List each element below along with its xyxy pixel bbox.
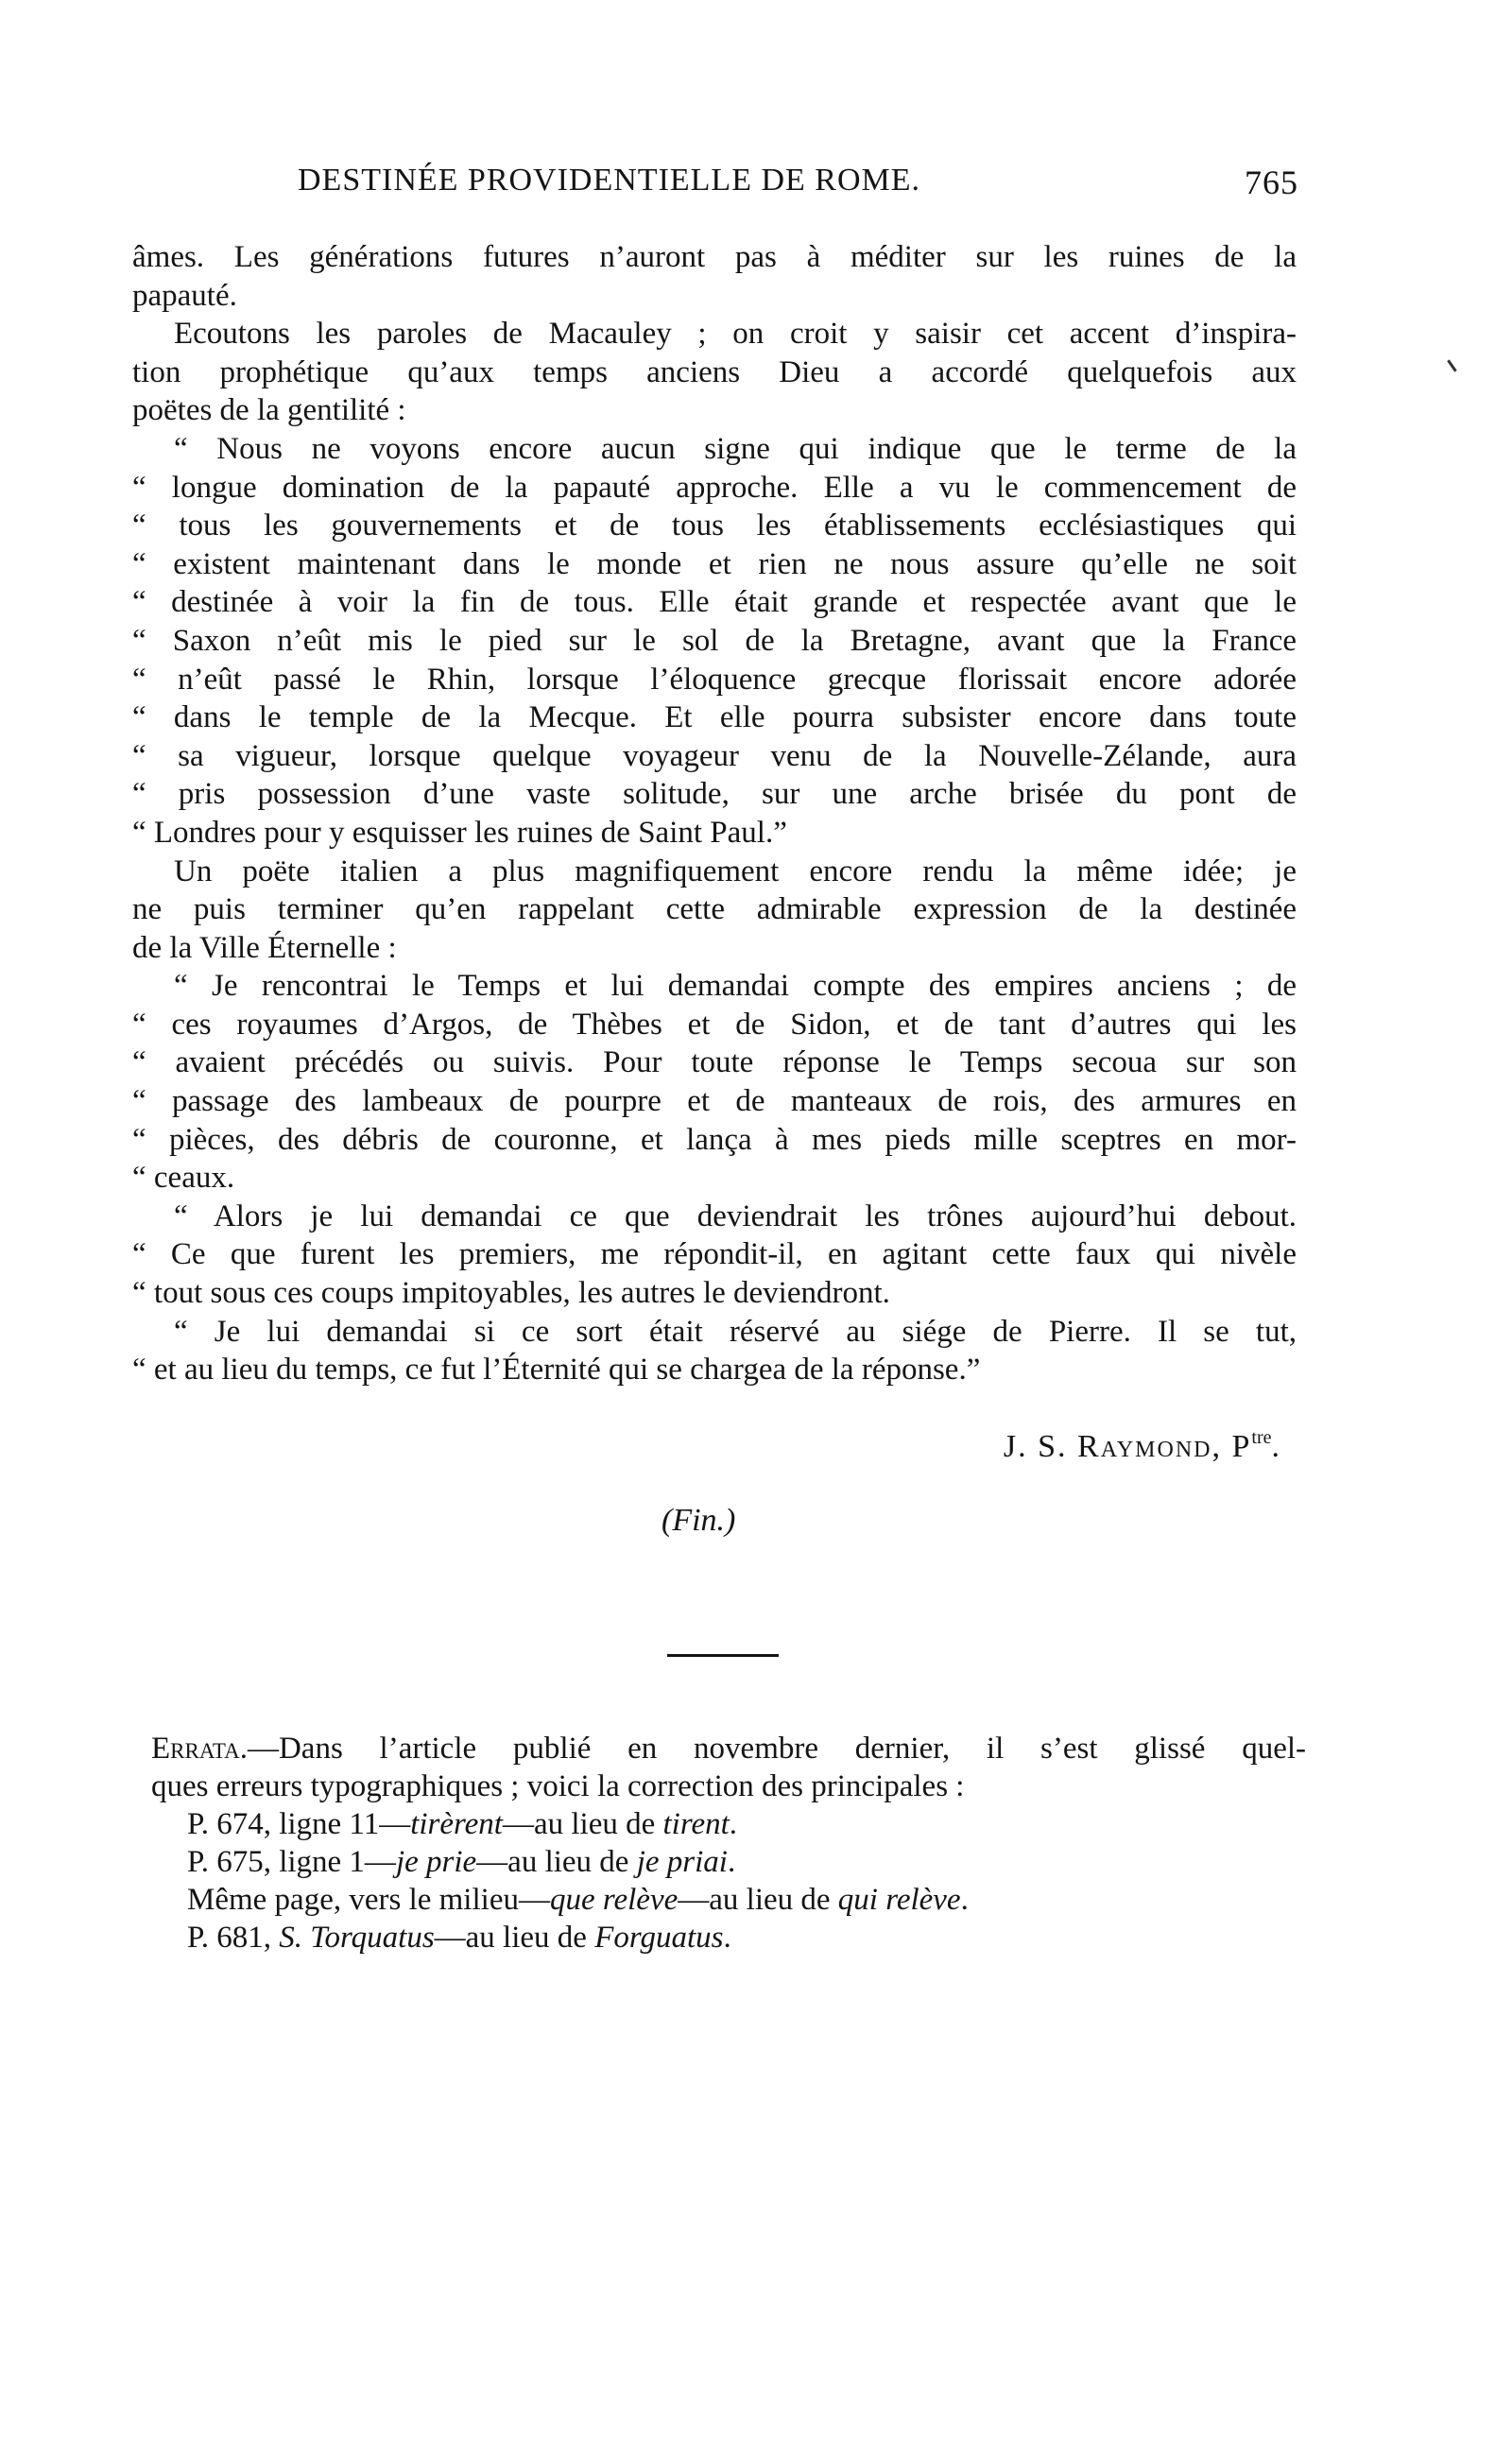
errata-correct: tirèrent	[410, 1807, 503, 1841]
errata-ref: P. 674, ligne 11—	[187, 1807, 411, 1841]
page-number: 765	[1245, 164, 1298, 201]
errata-item	[151, 1805, 1306, 1843]
errata-end: .	[723, 1921, 731, 1955]
errata-item	[151, 1881, 1306, 1919]
text-line: papauté.	[132, 278, 237, 313]
section-divider	[667, 1654, 779, 1657]
text-line: “ tous les gouvernements et de tous les établissements ecclésiastiques qui	[132, 509, 1297, 543]
errata-wrong: qui relève	[837, 1883, 961, 1917]
text-line: “ dans le temple de la Mecque. Et elle pourra subsister encore dans toute	[132, 700, 1297, 735]
text-line: Ecoutons les paroles de Macauley ; on croit y saisir cet accent d’inspira-	[174, 317, 1297, 352]
errata-label: Errata.	[151, 1732, 248, 1766]
errata-wrong: tirent	[662, 1807, 730, 1841]
text-line: “ pris possession d’une vaste solitude, sur une arche brisée du pont de	[132, 777, 1297, 812]
errata-intro	[151, 1730, 1306, 1767]
errata-connector: —au lieu de	[476, 1845, 637, 1879]
text-line: de la Ville Éternelle :	[132, 930, 397, 965]
text-line: “ destinée à voir la fin de tous. Elle était grande et respectée avant que le	[132, 585, 1297, 620]
text-line: “ ces royaumes d’Argos, de Thèbes et de Sidon, et de tant d’autres qui les	[132, 1007, 1297, 1042]
errata-connector: —au lieu de	[502, 1807, 663, 1841]
running-head	[132, 163, 1297, 204]
text-line: “ et au lieu du temps, ce fut l’Éternité qui se chargea de la réponse.”	[132, 1353, 981, 1388]
text-line: “ longue domination de la papauté approche. Elle a vu le commencement de	[132, 470, 1297, 505]
errata-intro-cont: ques erreurs typographiques ; voici la correction des principales :	[151, 1769, 965, 1803]
text-line: âmes. Les générations futures n’auront pas à méditer sur les ruines de la	[132, 240, 1297, 274]
errata-connector: —au lieu de	[434, 1921, 595, 1955]
errata-correct: S. Torquatus	[279, 1921, 435, 1955]
text-line: “ n’eût passé le Rhin, lorsque l’éloquence grecque florissait encore adorée	[132, 662, 1297, 697]
text-line: “ passage des lambeaux de pourpre et de manteaux de rois, des armures en	[132, 1084, 1297, 1119]
errata-ref: P. 675, ligne 1—	[187, 1845, 396, 1879]
running-title: DESTINÉE PROVIDENTIELLE DE ROME.	[298, 163, 921, 198]
text-line: “ pièces, des débris de couronne, et lança à mes pieds mille sceptres en mor-	[132, 1122, 1297, 1157]
errata-section	[151, 1730, 1306, 1957]
body-text	[132, 238, 1297, 1389]
page	[132, 0, 1306, 2448]
text-line: poëtes de la gentilité :	[132, 393, 406, 428]
errata-wrong: Forguatus	[594, 1921, 724, 1955]
errata-correct: que relève	[549, 1883, 679, 1917]
errata-item	[151, 1843, 1306, 1881]
text-line: “ Je rencontrai le Temps et lui demandai compte des empires anciens ; de	[174, 969, 1297, 1004]
errata-ref: P. 681,	[187, 1921, 280, 1955]
text-line: “ avaient précédés ou suivis. Pour toute réponse le Temps secoua sur son	[132, 1045, 1297, 1080]
signature-end: .	[1271, 1429, 1281, 1464]
errata-ref: Même page, vers le milieu—	[187, 1883, 550, 1917]
text-line: “ tout sous ces coups impitoyables, les autres le deviendront.	[132, 1276, 890, 1311]
errata-connector: —au lieu de	[678, 1883, 838, 1917]
text-line: Un poëte italien a plus magnifiquement encore rendu la même idée; je	[174, 853, 1297, 888]
text-line: “ ceaux.	[132, 1161, 235, 1196]
signature-name: J. S. Raymond, P	[1003, 1429, 1252, 1464]
fin-marker: (Fin.)	[662, 1503, 736, 1538]
errata-intro-text: —Dans l’article publié en novembre dernier, il s’est glissé quel-	[247, 1732, 1306, 1766]
text-line: “ Saxon n’eût mis le pied sur le sol de la Bretagne, avant que la France	[132, 623, 1297, 658]
text-line: “ Alors je lui demandai ce que deviendrait les trônes aujourd’hui debout.	[174, 1198, 1297, 1233]
errata-correct: je prie	[395, 1845, 477, 1879]
errata-end: .	[960, 1883, 969, 1917]
text-line: “ Nous ne voyons encore aucun signe qui indique que le terme de la	[174, 431, 1297, 466]
errata-end: .	[729, 1807, 738, 1841]
errata-item	[151, 1919, 1306, 1957]
signature-suffix: tre	[1251, 1427, 1272, 1448]
text-line: ne puis terminer qu’en rappelant cette admirable expression de la destinée	[132, 892, 1297, 927]
errata-end: .	[727, 1845, 736, 1879]
text-line: “ existent maintenant dans le monde et rien ne nous assure qu’elle ne soit	[132, 546, 1297, 581]
errata-wrong: je priai	[636, 1845, 728, 1879]
text-line: “ Londres pour y esquisser les ruines de Saint Paul.”	[132, 815, 787, 850]
author-signature	[1004, 1427, 1281, 1465]
text-line: tion prophétique qu’aux temps anciens Dieu a accordé quelquefois aux	[132, 354, 1297, 389]
text-line: “ Ce que furent les premiers, me répondit-il, en agitant cette faux qui nivèle	[132, 1237, 1297, 1272]
text-line: “ Je lui demandai si ce sort était réservé au siége de Pierre. Il se tut,	[174, 1314, 1297, 1349]
text-line: “ sa vigueur, lorsque quelque voyageur venu de la Nouvelle-Zélande, aura	[132, 738, 1297, 773]
scan-mark	[1447, 359, 1456, 371]
